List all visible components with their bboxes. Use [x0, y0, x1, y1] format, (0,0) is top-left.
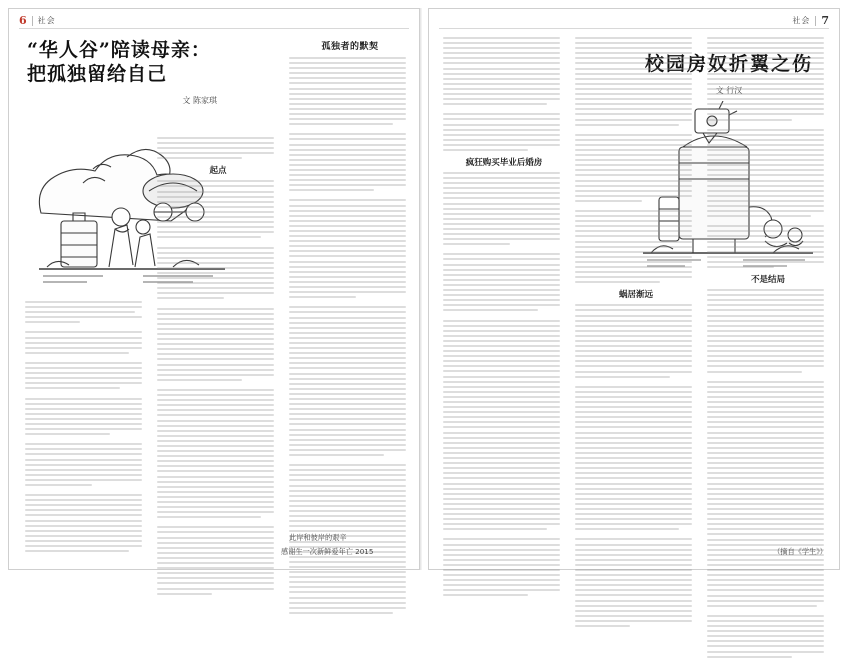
left-title-line1: “华人谷”陪读母亲： [27, 39, 211, 61]
left-page [8, 8, 420, 570]
right-col3-subhead: 不是结局 [750, 275, 785, 286]
right-col-3 [707, 37, 829, 661]
head-divider-r [815, 16, 816, 26]
right-page [428, 8, 840, 570]
left-col-3 [289, 39, 411, 617]
right-section-label: 社会 [792, 16, 811, 25]
right-col2-subhead: 蜗居渐远 [618, 290, 653, 301]
left-head-rule [19, 28, 409, 29]
right-title-line1: 校园房奴折翼之伤 [644, 53, 813, 75]
right-folio: 7 [821, 14, 829, 27]
left-article-title [27, 39, 237, 106]
left-running-head [19, 15, 56, 26]
left-footnote-1: 此岸和彼岸的艰辛 [289, 533, 347, 542]
left-byline: 文 陈家琪 [182, 95, 217, 105]
right-col1-subhead: 疯狂购买毕业后婚房 [465, 157, 543, 168]
left-section-label: 社会 [37, 16, 56, 25]
right-col-1 [443, 37, 565, 600]
right-byline: 文 行汉 [715, 86, 743, 95]
right-head-rule [439, 28, 829, 29]
left-folio: 6 [19, 14, 27, 27]
left-col-2 [157, 137, 279, 598]
left-title-line2: 把孤独留给自己 [27, 62, 168, 85]
spread-gutter [420, 8, 422, 570]
right-running-head [792, 15, 829, 26]
left-col2-subhead: 起点 [209, 166, 227, 177]
right-footnote: （摘自《学生》） [773, 547, 827, 556]
left-col-1 [25, 301, 147, 555]
right-col-2 [575, 37, 697, 630]
head-divider [32, 16, 33, 26]
left-col3-head: 孤独者的默契 [321, 42, 379, 52]
left-footnote-2: 感谢生一次新鲜爱年亡 2015 [281, 547, 374, 556]
